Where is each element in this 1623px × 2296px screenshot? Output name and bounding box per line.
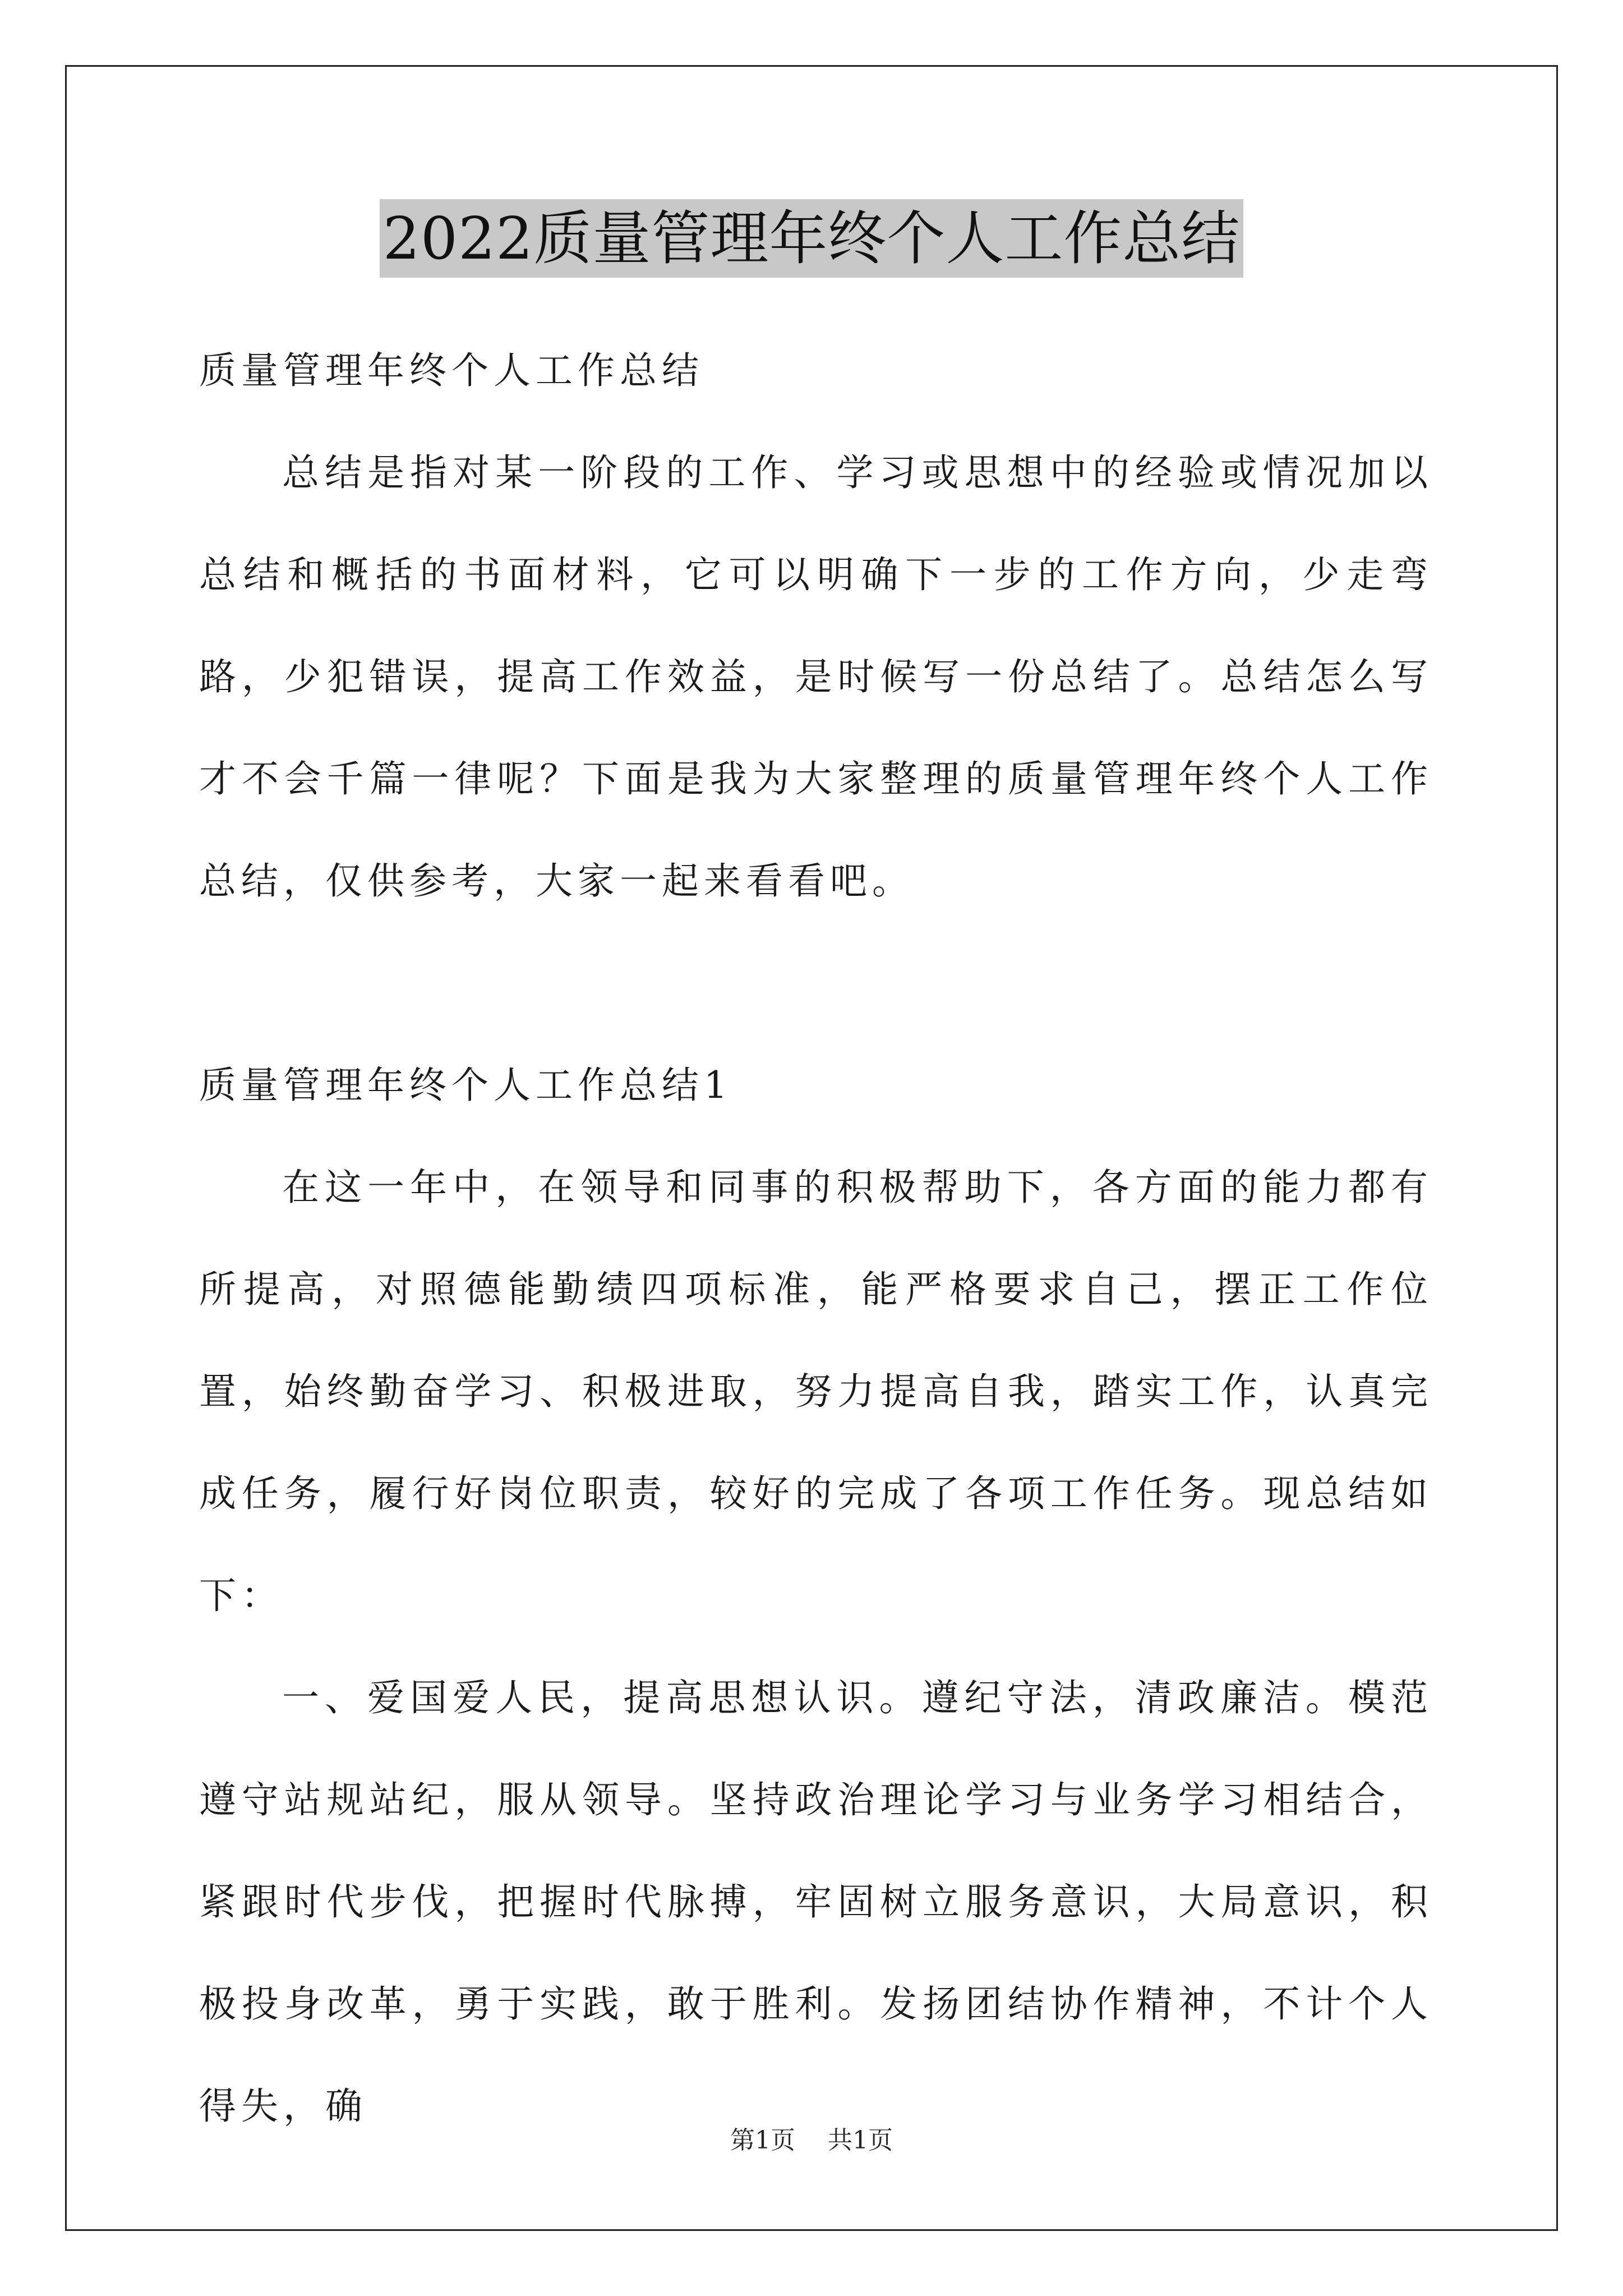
document-subtitle: 质量管理年终个人工作总结 [199,349,704,392]
page-footer [0,2124,1623,2157]
page-number-current: 第1页 [730,2126,795,2155]
document-body [199,320,1433,2157]
intro-paragraph: 总结是指对某一阶段的工作、学习或思想中的经验或情况加以总结和概括的书面材料，它可以明确下一步的工作方向，少走弯路，少犯错误，提高工作效益，是时候写一份总结了。总结怎么写才不会千篇一律呢？下面是我为大家整理的质量管理年终个人工作总结，仅供参考，大家一起来看看吧。 [199,451,1433,903]
page-number-total: 共1页 [828,2126,893,2155]
section-spacer [199,932,1433,1034]
section-1-heading: 质量管理年终个人工作总结1 [199,1064,732,1107]
document-title: 2022质量管理年终个人工作总结 [380,199,1244,278]
title-wrap [0,199,1623,278]
section-1-paragraph-2: 一、爱国爱人民，提高思想认识。遵纪守法，清政廉洁。模范遵守站规站纪，服从领导。坚持政治理论学习与业务学习相结合，紧跟时代步伐，把握时代脉搏，牢固树立服务意识，大局意识，积极投身改革，勇于实践，敢于胜利。发扬团结协作精神，不计个人得失，确 [199,1676,1433,2128]
section-1-paragraph-1: 在这一年中，在领导和同事的积极帮助下，各方面的能力都有所提高，对照德能勤绩四项标准，能严格要求自己，摆正工作位置，始终勤奋学习、积极进取，努力提高自我，踏实工作，认真完成任务，履行好岗位职责，较好的完成了各项工作任务。现总结如下： [199,1166,1433,1617]
